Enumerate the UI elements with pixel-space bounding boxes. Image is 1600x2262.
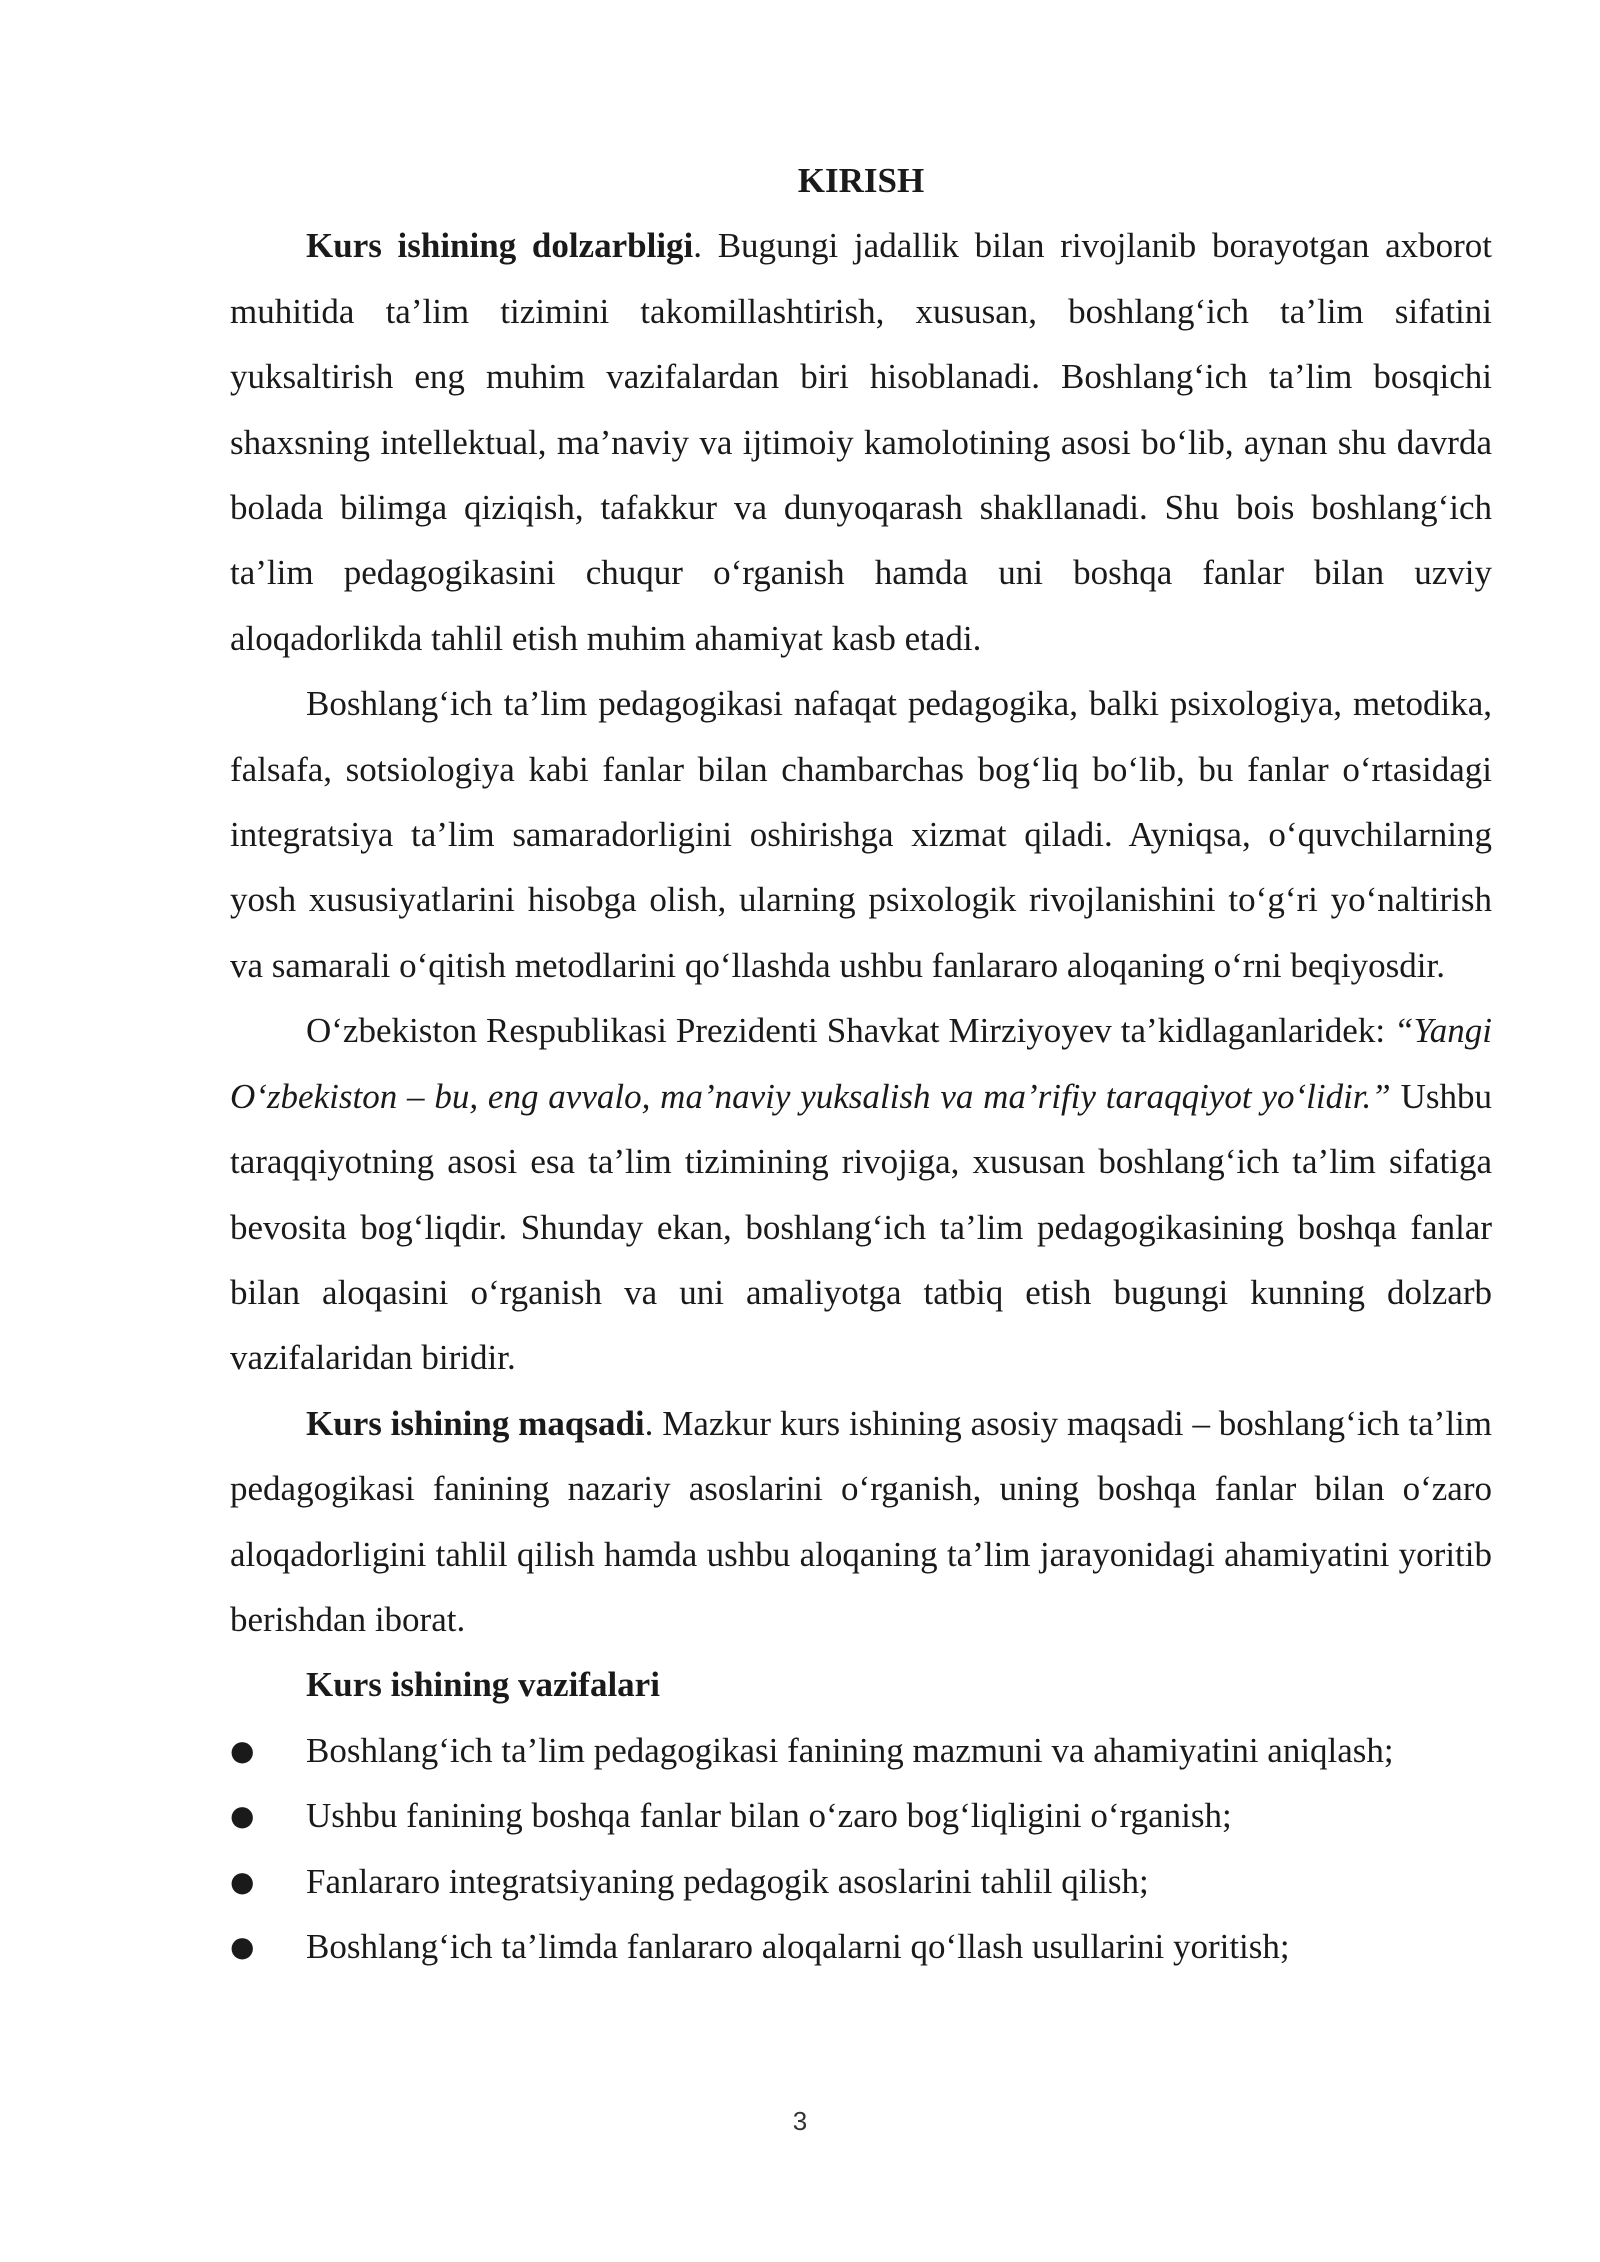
document-page <box>230 148 1492 1979</box>
task-text: Boshlang‘ich ta’limda fanlararo aloqalarni qo‘llash usullarini yoritish; <box>306 1926 1290 1966</box>
section-heading: KIRISH <box>797 161 925 200</box>
tasks-title: Kurs ishining vazifalari <box>306 1665 660 1705</box>
list-item <box>230 1783 1492 1848</box>
relevance-lead: Kurs ishining dolzarbligi <box>306 226 694 266</box>
page-number: 3 <box>792 2106 808 2136</box>
paragraph-integration: Boshlang‘ich ta’lim pedagogikasi nafaqat pedagogika, balki psixologiya, metodika, falsafa, sotsiologiya kabi fanlar bilan chambarchas bog‘liq bo‘lib, bu fanlar o‘rtasidagi integratsiya ta’lim samaradorligini oshirishga xizmat qiladi. Ayniqsa, o‘quvchilarning yosh xususiyatlarini hisobga olish, ularning psixologik rivojlanishini to‘g‘ri yo‘naltirish va samarali o‘qitish metodlarini qo‘llashda ushbu fanlararo aloqaning o‘rni beqiyosdir. <box>230 684 1492 985</box>
bullet-icon: ● <box>230 1864 255 1898</box>
paragraph-quote <box>230 998 1492 1390</box>
list-item <box>230 1849 1492 1914</box>
list-item <box>230 1718 1492 1783</box>
relevance-text: . Bugungi jadallik bilan rivojlanib borayotgan axborot muhitida ta’lim tizimini takomillashtirish, xususan, boshlang‘ich ta’lim sifatini yuksaltirish eng muhim vazifalardan biri hisoblanadi. Boshlang‘ich ta’lim bosqichi shaxsning intellektual, ma’naviy va ijtimoiy kamolotining asosi bo‘lib, aynan shu davrda bolada bilimga qiziqish, tafakkur va dunyoqarash shakllanadi. Shu bois boshlang‘ich ta’lim pedagogikasini chuqur o‘rganish hamda uni boshqa fanlar bilan uzviy aloqadorlikda tahlil etish muhim ahamiyat kasb etadi. <box>230 226 1493 658</box>
quote-intro: O‘zbekiston Respublikasi Prezidenti Shavkat Mirziyoyev ta’kidlaganlaridek: <box>306 1011 1395 1051</box>
quote-rest: Ushbu taraqqiyotning asosi esa ta’lim tizimining rivojiga, xususan boshlang‘ich ta’lim sifatiga bevosita bog‘liqdir. Shunday ekan, boshlang‘ich ta’lim pedagogikasining boshqa fanlar bilan aloqasini o‘rganish va uni amaliyotga tatbiq etish bugungi kunning dolzarb vazifalaridan biridir. <box>230 1076 1492 1378</box>
goal-text: . Mazkur kurs ishining asosiy maqsadi – boshlang‘ich ta’lim pedagogikasi fanining nazariy asoslarini o‘rganish, uning boshqa fanlar bilan o‘zaro aloqadorligini tahlil qilish hamda ushbu aloqaning ta’lim jarayonidagi ahamiyatini yoritib berishdan iborat. <box>230 1403 1492 1639</box>
bullet-icon: ● <box>230 1929 255 1963</box>
paragraph-goal <box>230 1391 1492 1653</box>
paragraph-relevance <box>230 213 1492 671</box>
task-text: Ushbu fanining boshqa fanlar bilan o‘zaro bog‘liqligini o‘rganish; <box>306 1796 1232 1836</box>
list-item <box>230 1914 1492 1979</box>
tasks-list <box>230 1718 1492 1980</box>
goal-lead: Kurs ishining maqsadi <box>306 1403 645 1443</box>
task-text: Fanlararo integratsiyaning pedagogik asoslarini tahlil qilish; <box>306 1861 1149 1901</box>
task-text: Boshlang‘ich ta’lim pedagogikasi fanining mazmuni va ahamiyatini aniqlash; <box>306 1730 1394 1770</box>
bullet-icon: ● <box>230 1733 255 1767</box>
bullet-icon: ● <box>230 1799 255 1833</box>
president-quote: “Yangi O‘zbekiston – bu, eng avvalo, ma’naviy yuksalish va ma’rifiy taraqqiyot yo‘lidir.” <box>230 1011 1492 1116</box>
